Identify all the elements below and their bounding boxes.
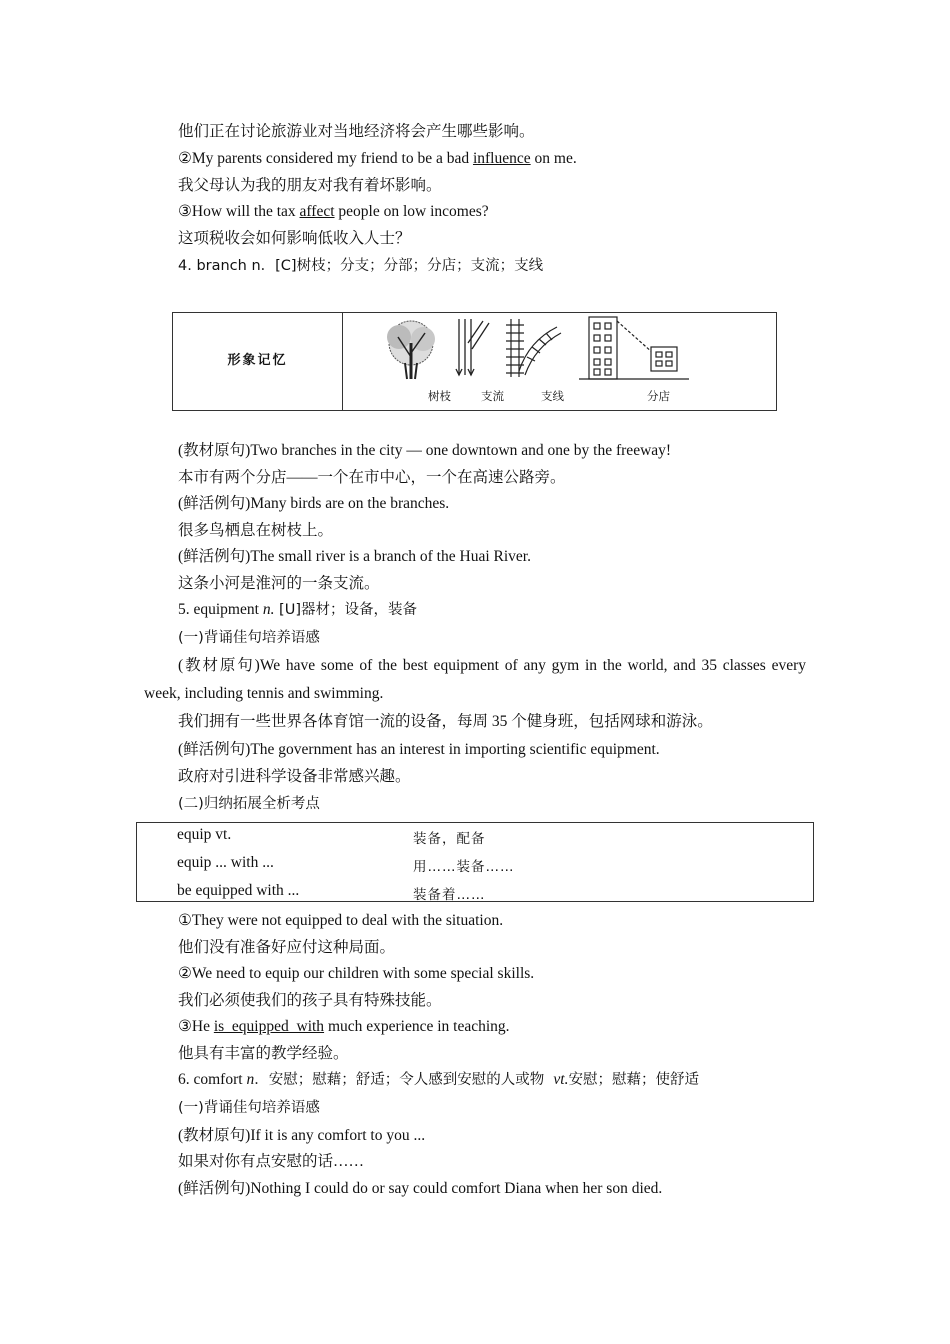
section-heading: (一)背诵佳句培养语感 bbox=[178, 630, 320, 646]
text-line: (鲜活例句)The government has an interest in importing scientific equipment. bbox=[178, 741, 660, 758]
image-label: 支线 bbox=[541, 389, 564, 403]
text-line: 这条小河是淮河的一条支流。 bbox=[178, 575, 380, 592]
image-label: 分店 bbox=[647, 389, 670, 403]
table-cell-en: equip ... with ... bbox=[177, 854, 274, 871]
text-line: 政府对引进科学设备非常感兴趣。 bbox=[178, 768, 411, 785]
table-cell-en: equip vt. bbox=[177, 826, 232, 843]
equip-table bbox=[136, 822, 814, 902]
text-line: 如果对你有点安慰的话…… bbox=[178, 1153, 365, 1170]
text-line: (教材原句)If it is any comfort to you ... bbox=[178, 1127, 426, 1144]
text-segment: 6. comfort bbox=[178, 1071, 247, 1088]
text-line: 我们必须使我们的孩子具有特殊技能。 bbox=[178, 992, 442, 1009]
text-line: 很多鸟栖息在树枝上。 bbox=[178, 522, 334, 539]
part-of-speech: n. bbox=[262, 601, 275, 618]
text-line: 本市有两个分店——一个在市中心，一个在高速公路旁。 bbox=[178, 469, 566, 486]
entry-heading bbox=[178, 600, 417, 620]
image-memory-table bbox=[172, 312, 777, 411]
image-label: 树枝 bbox=[428, 389, 451, 403]
table-cell-zh: 装备，配备 bbox=[413, 831, 486, 847]
text-line: (鲜活例句)Many birds are on the branches. bbox=[178, 495, 450, 512]
image-label: 支流 bbox=[481, 389, 504, 403]
text-segment: ．安慰；慰藉；舒适；令人感到安慰的人或物 bbox=[254, 1072, 554, 1088]
underlined-word: affect bbox=[299, 203, 335, 220]
underlined-word: is equipped with bbox=[213, 1018, 325, 1035]
tributary-icon bbox=[456, 319, 489, 375]
text-segment: ③He bbox=[178, 1018, 214, 1035]
section-heading: (二)归纳拓展全析考点 bbox=[178, 796, 320, 812]
part-of-speech: n bbox=[246, 1071, 255, 1088]
text-line: 他们正在讨论旅游业对当地经济将会产生哪些影响。 bbox=[178, 123, 535, 140]
text-line: (鲜活例句)The small river is a branch of the Huai River. bbox=[178, 548, 531, 565]
text-segment: ③How will the tax bbox=[178, 203, 300, 220]
example-sentence bbox=[178, 202, 489, 222]
section-heading: (一)背诵佳句培养语感 bbox=[178, 1100, 320, 1116]
text-line: 我父母认为我的朋友对我有着坏影响。 bbox=[178, 177, 442, 194]
table-cell-zh: 装备着…… bbox=[413, 887, 486, 903]
image-caption: 形象记忆 bbox=[227, 353, 288, 368]
underlined-word: influence bbox=[472, 150, 531, 167]
text-line: ②We need to equip our children with some special skills. bbox=[178, 965, 535, 982]
building-icon bbox=[579, 317, 689, 379]
text-line: 他们没有准备好应付这种局面。 bbox=[178, 939, 396, 956]
text-line: 他具有丰富的教学经验。 bbox=[178, 1045, 349, 1062]
example-sentence bbox=[178, 149, 577, 169]
table-cell-en: be equipped with ... bbox=[177, 882, 300, 899]
part-of-speech: vt. bbox=[553, 1071, 569, 1088]
text-segment: on me. bbox=[530, 150, 577, 167]
railway-icon bbox=[506, 319, 561, 377]
table-cell-zh: 用……装备…… bbox=[413, 859, 515, 875]
text-segment: ②My parents considered my friend to be a bad bbox=[178, 150, 473, 167]
long-sentence: (教材原句)We have some of the best equipment of any gym in the world, and 35 classes every week, including tennis and swimming. bbox=[144, 657, 806, 702]
text-line: (鲜活例句)Nothing I could do or say could comfort Diana when her son died. bbox=[178, 1180, 663, 1197]
entry-heading bbox=[178, 1070, 699, 1090]
text-line: (教材原句)Two branches in the city — one downtown and one by the freeway! bbox=[178, 442, 672, 459]
text-segment: people on low incomes? bbox=[334, 203, 489, 220]
text-segment: much experience in teaching. bbox=[324, 1018, 510, 1035]
tree-icon bbox=[387, 321, 435, 379]
text-segment: [U]器材；设备，装备 bbox=[274, 602, 417, 618]
text-segment: 安慰；慰藉；使舒适 bbox=[568, 1072, 699, 1088]
entry-heading: 4. branch n．[C]树枝；分支；分部；分店；支流；支线 bbox=[178, 258, 544, 274]
example-sentence bbox=[178, 1017, 510, 1037]
text-line: 这项税收会如何影响低收入人士？ bbox=[178, 230, 411, 247]
text-line: ①They were not equipped to deal with the situation. bbox=[178, 912, 504, 929]
text-segment: 5. equipment bbox=[178, 601, 263, 618]
text-line: 我们拥有一些世界各体育馆一流的设备，每周 35 个健身班，包括网球和游泳。 bbox=[178, 713, 713, 730]
